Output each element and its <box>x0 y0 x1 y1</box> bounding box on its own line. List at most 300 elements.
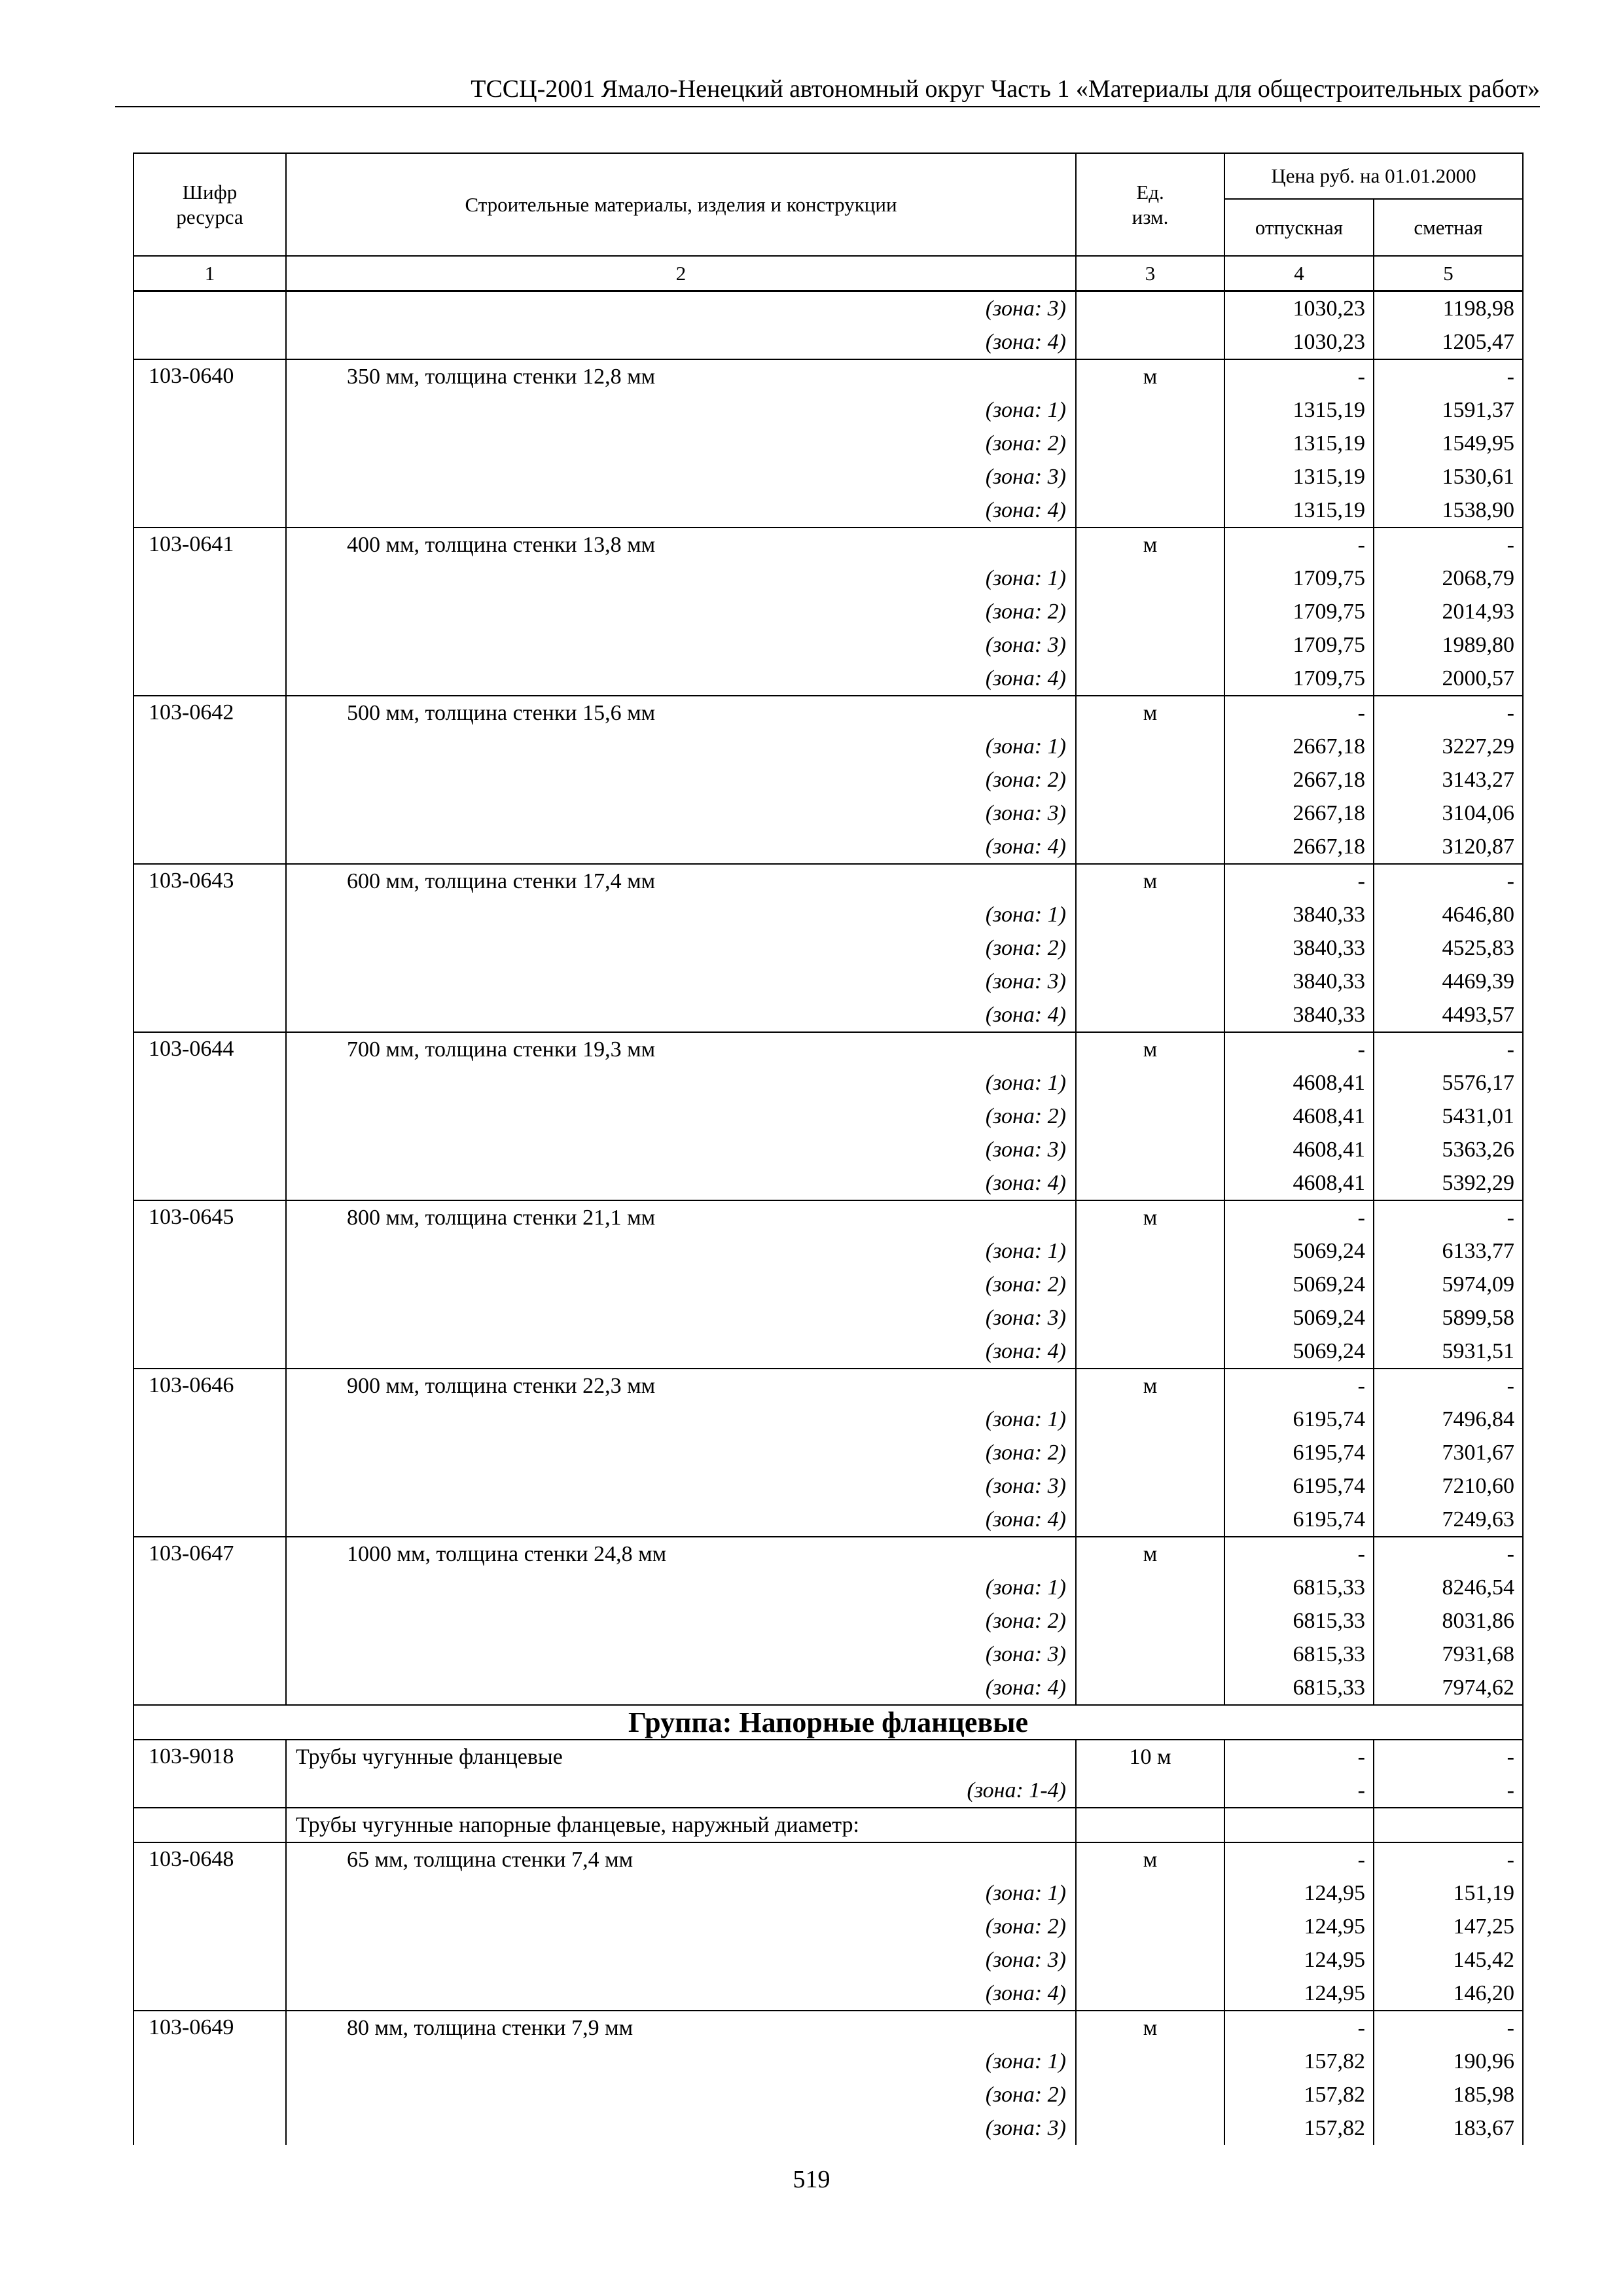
estimate-price: 8246,54 <box>1374 1571 1523 1604</box>
estimate-price: - <box>1374 696 1523 730</box>
col-header-code: Шифр ресурса <box>134 153 286 256</box>
item-name: 80 мм, толщина стенки 7,9 мм <box>286 2011 1076 2045</box>
release-price: 6195,74 <box>1224 1436 1374 1469</box>
estimate-price: 5899,58 <box>1374 1301 1523 1335</box>
resource-code <box>134 1977 286 2011</box>
release-price: 2667,18 <box>1224 797 1374 830</box>
unit-cell: м <box>1076 696 1224 730</box>
release-price: 6815,33 <box>1224 1571 1374 1604</box>
zone-label: (зона: 2) <box>286 427 1076 460</box>
zone-label: (зона: 4) <box>286 1503 1076 1537</box>
zone-label: (зона: 4) <box>286 830 1076 864</box>
resource-code: 103-0641 <box>134 528 286 562</box>
zone-row <box>134 427 1523 460</box>
resource-code <box>134 325 286 359</box>
unit-cell <box>1076 1774 1224 1808</box>
resource-code: 103-0643 <box>134 864 286 898</box>
release-price: 6815,33 <box>1224 1604 1374 1638</box>
estimate-price: 183,67 <box>1374 2111 1523 2145</box>
unit-cell: м <box>1076 359 1224 393</box>
estimate-price: 5363,26 <box>1374 1133 1523 1166</box>
item-row <box>134 2011 1523 2045</box>
zone-label: (зона: 4) <box>286 1335 1076 1369</box>
resource-code <box>134 1268 286 1301</box>
release-price: 124,95 <box>1224 1910 1374 1943</box>
resource-code <box>134 2111 286 2145</box>
release-price: 4608,41 <box>1224 1133 1374 1166</box>
estimate-price: 7931,68 <box>1374 1638 1523 1671</box>
unit-cell: м <box>1076 1369 1224 1403</box>
unit-cell <box>1076 1100 1224 1133</box>
zone-label: (зона: 2) <box>286 931 1076 965</box>
zone-label: (зона: 3) <box>286 2111 1076 2145</box>
unit-cell <box>1076 1503 1224 1537</box>
release-price: 157,82 <box>1224 2111 1374 2145</box>
estimate-price: 190,96 <box>1374 2045 1523 2078</box>
zone-label: (зона: 4) <box>286 998 1076 1032</box>
zone-row <box>134 595 1523 628</box>
estimate-price: 5931,51 <box>1374 1335 1523 1369</box>
zone-row <box>134 1301 1523 1335</box>
col-number: 5 <box>1374 256 1523 291</box>
unit-cell <box>1076 1335 1224 1369</box>
page-number: 519 <box>793 2166 830 2193</box>
zone-row <box>134 2045 1523 2078</box>
zone-label: (зона: 2) <box>286 1268 1076 1301</box>
zone-row <box>134 1638 1523 1671</box>
unit-cell <box>1076 763 1224 797</box>
resource-code <box>134 763 286 797</box>
zone-label: (зона: 1) <box>286 1066 1076 1100</box>
estimate-price: - <box>1374 1369 1523 1403</box>
estimate-price: 7249,63 <box>1374 1503 1523 1537</box>
resource-code <box>134 730 286 763</box>
unit-cell <box>1076 1166 1224 1200</box>
release-price: 3840,33 <box>1224 965 1374 998</box>
release-price: 1709,75 <box>1224 662 1374 696</box>
estimate-price: 4469,39 <box>1374 965 1523 998</box>
zone-row <box>134 1671 1523 1705</box>
col-header-price: Цена руб. на 01.01.2000 <box>1224 153 1523 199</box>
table-header <box>134 153 1523 291</box>
estimate-price: 3120,87 <box>1374 830 1523 864</box>
resource-code <box>134 1910 286 1943</box>
estimate-price: 7301,67 <box>1374 1436 1523 1469</box>
zone-label: (зона: 1) <box>286 1403 1076 1436</box>
zone-label: (зона: 1) <box>286 2045 1076 2078</box>
release-price: 124,95 <box>1224 1943 1374 1977</box>
release-price: 5069,24 <box>1224 1301 1374 1335</box>
resource-code <box>134 460 286 493</box>
zone-label: (зона: 3) <box>286 1943 1076 1977</box>
item-row <box>134 864 1523 898</box>
unit-cell <box>1076 460 1224 493</box>
estimate-price: 5974,09 <box>1374 1268 1523 1301</box>
resource-code: 103-0640 <box>134 359 286 393</box>
zone-row <box>134 1774 1523 1808</box>
zone-label: (зона: 4) <box>286 1977 1076 2011</box>
zone-label: (зона: 2) <box>286 763 1076 797</box>
estimate-price: 2000,57 <box>1374 662 1523 696</box>
resource-code <box>134 1234 286 1268</box>
zone-row <box>134 898 1523 931</box>
item-name: 600 мм, толщина стенки 17,4 мм <box>286 864 1076 898</box>
release-price: 6195,74 <box>1224 1503 1374 1537</box>
release-price: 2667,18 <box>1224 763 1374 797</box>
zone-label: (зона: 1) <box>286 393 1076 427</box>
resource-code <box>134 1100 286 1133</box>
release-price: 1315,19 <box>1224 460 1374 493</box>
unit-cell <box>1076 1943 1224 1977</box>
release-price: - <box>1224 1842 1374 1876</box>
resource-code <box>134 797 286 830</box>
unit-cell <box>1076 393 1224 427</box>
resource-code: 103-0642 <box>134 696 286 730</box>
item-row <box>134 1200 1523 1234</box>
estimate-price: - <box>1374 1032 1523 1066</box>
item-name: 350 мм, толщина стенки 12,8 мм <box>286 359 1076 393</box>
zone-label: (зона: 4) <box>286 1671 1076 1705</box>
release-price: 6195,74 <box>1224 1469 1374 1503</box>
resource-code <box>134 1133 286 1166</box>
resource-code <box>134 595 286 628</box>
zone-row <box>134 1943 1523 1977</box>
release-price: 157,82 <box>1224 2045 1374 2078</box>
zone-row <box>134 1403 1523 1436</box>
item-name: 1000 мм, толщина стенки 24,8 мм <box>286 1537 1076 1571</box>
unit-cell <box>1076 2111 1224 2145</box>
zone-row <box>134 998 1523 1032</box>
resource-code <box>134 2045 286 2078</box>
release-price: 6815,33 <box>1224 1638 1374 1671</box>
zone-label: (зона: 3) <box>286 965 1076 998</box>
resource-code <box>134 830 286 864</box>
zone-row <box>134 763 1523 797</box>
resource-code <box>134 898 286 931</box>
estimate-price: 145,42 <box>1374 1943 1523 1977</box>
resource-code <box>134 998 286 1032</box>
release-price: 5069,24 <box>1224 1234 1374 1268</box>
resource-code <box>134 1335 286 1369</box>
zone-label: (зона: 2) <box>286 1910 1076 1943</box>
item-row <box>134 1740 1523 1774</box>
estimate-price: - <box>1374 2011 1523 2045</box>
zone-label: (зона: 2) <box>286 2078 1076 2111</box>
release-price: 157,82 <box>1224 2078 1374 2111</box>
estimate-price: 2014,93 <box>1374 595 1523 628</box>
estimate-price: 1198,98 <box>1374 291 1523 326</box>
release-price: 1315,19 <box>1224 393 1374 427</box>
resource-code <box>134 1604 286 1638</box>
zone-label: (зона: 2) <box>286 1436 1076 1469</box>
release-price: 1030,23 <box>1224 291 1374 326</box>
estimate-price: 1530,61 <box>1374 460 1523 493</box>
unit-cell <box>1076 1066 1224 1100</box>
release-price: 4608,41 <box>1224 1066 1374 1100</box>
resource-code <box>134 1943 286 1977</box>
zone-row <box>134 1910 1523 1943</box>
resource-code: 103-0646 <box>134 1369 286 1403</box>
unit-cell <box>1076 325 1224 359</box>
release-price: 3840,33 <box>1224 931 1374 965</box>
unit-cell <box>1076 1876 1224 1910</box>
estimate-price: 7974,62 <box>1374 1671 1523 1705</box>
unit-cell <box>1076 2078 1224 2111</box>
zone-row <box>134 1469 1523 1503</box>
release-price: 1709,75 <box>1224 595 1374 628</box>
zone-row <box>134 493 1523 528</box>
release-price: - <box>1224 2011 1374 2045</box>
resource-code <box>134 562 286 595</box>
col-number: 2 <box>286 256 1076 291</box>
zone-row <box>134 965 1523 998</box>
col-header-unit: Ед. изм. <box>1076 153 1224 256</box>
estimate-price: - <box>1374 864 1523 898</box>
resource-code: 103-0647 <box>134 1537 286 1571</box>
unit-cell <box>1076 1301 1224 1335</box>
zone-row <box>134 1100 1523 1133</box>
zone-row <box>134 662 1523 696</box>
col-number: 4 <box>1224 256 1374 291</box>
estimate-price: - <box>1374 359 1523 393</box>
subheading-text: Трубы чугунные напорные фланцевые, наружный диаметр: <box>286 1808 1076 1842</box>
estimate-price: 3104,06 <box>1374 797 1523 830</box>
unit-cell <box>1076 1133 1224 1166</box>
zone-label: (зона: 3) <box>286 1133 1076 1166</box>
unit-cell <box>1076 1977 1224 2011</box>
zone-row <box>134 1133 1523 1166</box>
resource-code <box>134 1166 286 1200</box>
unit-cell <box>1076 1436 1224 1469</box>
unit-cell <box>1076 898 1224 931</box>
release-price: - <box>1224 1537 1374 1571</box>
item-row <box>134 1537 1523 1571</box>
zone-label: (зона: 2) <box>286 1100 1076 1133</box>
zone-row <box>134 1335 1523 1369</box>
zone-row <box>134 1166 1523 1200</box>
estimate-price: 1989,80 <box>1374 628 1523 662</box>
zone-row <box>134 1503 1523 1537</box>
resource-code <box>134 1469 286 1503</box>
resource-code <box>134 493 286 528</box>
unit-cell <box>1076 1808 1224 1842</box>
unit-cell <box>1076 1469 1224 1503</box>
release-price: - <box>1224 359 1374 393</box>
zone-label: (зона: 2) <box>286 595 1076 628</box>
release-price <box>1224 1808 1374 1842</box>
release-price: - <box>1224 1200 1374 1234</box>
zone-label: (зона: 1) <box>286 1234 1076 1268</box>
release-price: 3840,33 <box>1224 898 1374 931</box>
resource-code <box>134 628 286 662</box>
zone-label: (зона: 1) <box>286 898 1076 931</box>
zone-row <box>134 830 1523 864</box>
zone-row <box>134 1876 1523 1910</box>
estimate-price: 1549,95 <box>1374 427 1523 460</box>
zone-label: (зона: 3) <box>286 1469 1076 1503</box>
release-price: - <box>1224 1740 1374 1774</box>
unit-cell <box>1076 493 1224 528</box>
resource-code: 103-0645 <box>134 1200 286 1234</box>
unit-cell: м <box>1076 1200 1224 1234</box>
zone-row <box>134 291 1523 326</box>
unit-cell <box>1076 1638 1224 1671</box>
zone-row <box>134 628 1523 662</box>
running-header: ТССЦ-2001 Ямало-Ненецкий автономный округ Часть 1 «Материалы для общестроительных работ» <box>471 75 1540 103</box>
item-name: 500 мм, толщина стенки 15,6 мм <box>286 696 1076 730</box>
release-price: 1315,19 <box>1224 493 1374 528</box>
resource-code <box>134 291 286 326</box>
unit-cell: м <box>1076 1032 1224 1066</box>
item-name: 700 мм, толщина стенки 19,3 мм <box>286 1032 1076 1066</box>
item-row <box>134 528 1523 562</box>
price-table <box>133 152 1524 2145</box>
zone-label: (зона: 4) <box>286 325 1076 359</box>
item-name: 400 мм, толщина стенки 13,8 мм <box>286 528 1076 562</box>
item-name: 65 мм, толщина стенки 7,4 мм <box>286 1842 1076 1876</box>
zone-label: (зона: 3) <box>286 628 1076 662</box>
unit-cell <box>1076 1403 1224 1436</box>
release-price: 3840,33 <box>1224 998 1374 1032</box>
estimate-price: 151,19 <box>1374 1876 1523 1910</box>
release-price: 1030,23 <box>1224 325 1374 359</box>
resource-code: 103-9018 <box>134 1740 286 1774</box>
estimate-price: 7210,60 <box>1374 1469 1523 1503</box>
zone-label: (зона: 1) <box>286 730 1076 763</box>
release-price: - <box>1224 1774 1374 1808</box>
zone-row <box>134 1977 1523 2011</box>
col-header-estimate: сметная <box>1374 199 1523 256</box>
estimate-price: 4493,57 <box>1374 998 1523 1032</box>
group-heading-row <box>134 1705 1523 1740</box>
estimate-price: 146,20 <box>1374 1977 1523 2011</box>
unit-cell <box>1076 562 1224 595</box>
item-row <box>134 359 1523 393</box>
unit-cell <box>1076 1671 1224 1705</box>
resource-code <box>134 1436 286 1469</box>
unit-cell <box>1076 931 1224 965</box>
release-price: 124,95 <box>1224 1876 1374 1910</box>
resource-code <box>134 1403 286 1436</box>
unit-cell: м <box>1076 1842 1224 1876</box>
release-price: 2667,18 <box>1224 830 1374 864</box>
estimate-price: 3143,27 <box>1374 763 1523 797</box>
estimate-price: 4525,83 <box>1374 931 1523 965</box>
estimate-price: 1205,47 <box>1374 325 1523 359</box>
header-rule <box>115 106 1540 107</box>
item-name: Трубы чугунные фланцевые <box>286 1740 1076 1774</box>
zone-row <box>134 460 1523 493</box>
zone-row <box>134 1604 1523 1638</box>
release-price: - <box>1224 864 1374 898</box>
estimate-price: 1591,37 <box>1374 393 1523 427</box>
zone-row <box>134 1234 1523 1268</box>
release-price: 6815,33 <box>1224 1671 1374 1705</box>
zone-label: (зона: 3) <box>286 797 1076 830</box>
zone-label: (зона: 3) <box>286 291 1076 326</box>
estimate-price: 7496,84 <box>1374 1403 1523 1436</box>
unit-cell <box>1076 1234 1224 1268</box>
col-header-release: отпускная <box>1224 199 1374 256</box>
unit-cell <box>1076 730 1224 763</box>
unit-cell <box>1076 2045 1224 2078</box>
unit-cell <box>1076 427 1224 460</box>
unit-cell <box>1076 1910 1224 1943</box>
release-price: 5069,24 <box>1224 1335 1374 1369</box>
zone-label: (зона: 4) <box>286 1166 1076 1200</box>
table-body <box>134 291 1523 2145</box>
zone-row <box>134 1268 1523 1301</box>
resource-code <box>134 1571 286 1604</box>
zone-row <box>134 931 1523 965</box>
release-price: - <box>1224 1032 1374 1066</box>
zone-row <box>134 325 1523 359</box>
zone-row <box>134 730 1523 763</box>
estimate-price: 1538,90 <box>1374 493 1523 528</box>
zone-row <box>134 1066 1523 1100</box>
estimate-price: - <box>1374 1537 1523 1571</box>
resource-code <box>134 965 286 998</box>
resource-code <box>134 1301 286 1335</box>
unit-cell: м <box>1076 2011 1224 2045</box>
zone-row <box>134 797 1523 830</box>
resource-code <box>134 1808 286 1842</box>
estimate-price: 4646,80 <box>1374 898 1523 931</box>
estimate-price: 5576,17 <box>1374 1066 1523 1100</box>
unit-cell: м <box>1076 864 1224 898</box>
item-row <box>134 1032 1523 1066</box>
resource-code <box>134 662 286 696</box>
release-price: - <box>1224 1369 1374 1403</box>
col-number: 1 <box>134 256 286 291</box>
release-price: 124,95 <box>1224 1977 1374 2011</box>
unit-cell <box>1076 1604 1224 1638</box>
unit-cell <box>1076 998 1224 1032</box>
zone-label: (зона: 1) <box>286 1571 1076 1604</box>
release-price: - <box>1224 696 1374 730</box>
zone-label: (зона: 3) <box>286 460 1076 493</box>
unit-cell <box>1076 830 1224 864</box>
subheading-row <box>134 1808 1523 1842</box>
estimate-price: - <box>1374 1842 1523 1876</box>
estimate-price: - <box>1374 1200 1523 1234</box>
release-price: 4608,41 <box>1224 1166 1374 1200</box>
estimate-price: 6133,77 <box>1374 1234 1523 1268</box>
resource-code <box>134 1066 286 1100</box>
resource-code: 103-0644 <box>134 1032 286 1066</box>
zone-row <box>134 562 1523 595</box>
release-price: 6195,74 <box>1224 1403 1374 1436</box>
unit-cell <box>1076 1571 1224 1604</box>
col-header-name: Строительные материалы, изделия и конструкции <box>286 153 1076 256</box>
estimate-price: 5431,01 <box>1374 1100 1523 1133</box>
item-row <box>134 1842 1523 1876</box>
item-row <box>134 1369 1523 1403</box>
release-price: 4608,41 <box>1224 1100 1374 1133</box>
resource-code <box>134 1638 286 1671</box>
resource-code <box>134 2078 286 2111</box>
estimate-price: 147,25 <box>1374 1910 1523 1943</box>
estimate-price <box>1374 1808 1523 1842</box>
estimate-price: 2068,79 <box>1374 562 1523 595</box>
resource-code <box>134 1876 286 1910</box>
unit-cell: 10 м <box>1076 1740 1224 1774</box>
zone-label: (зона: 4) <box>286 662 1076 696</box>
unit-cell: м <box>1076 528 1224 562</box>
estimate-price: 8031,86 <box>1374 1604 1523 1638</box>
unit-cell <box>1076 1268 1224 1301</box>
zone-label: (зона: 3) <box>286 1301 1076 1335</box>
